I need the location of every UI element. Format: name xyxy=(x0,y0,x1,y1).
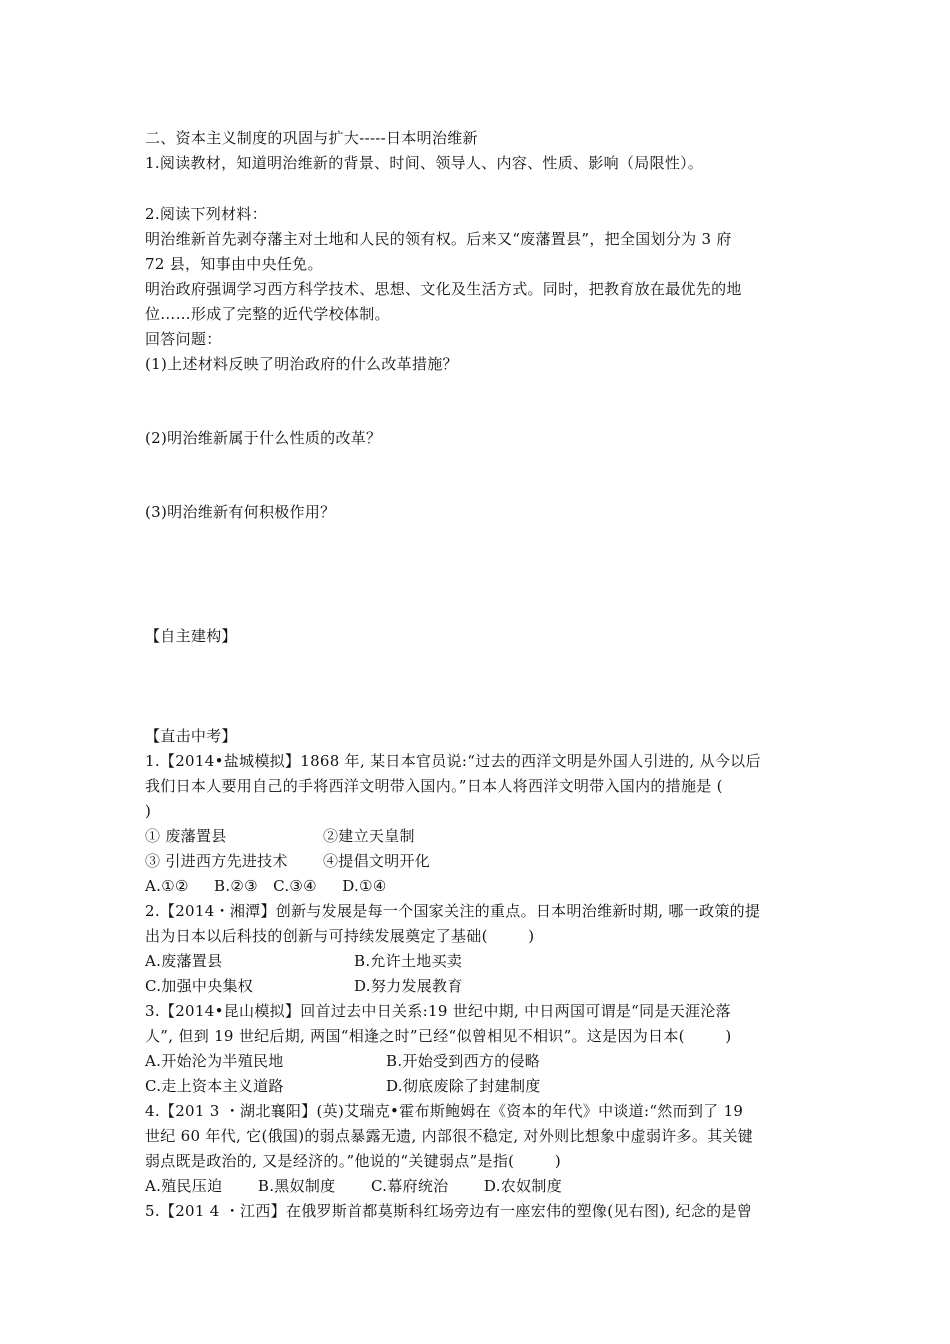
exam-q3-line: 3.【2014•昆山模拟】回首过去中日关系:19 世纪中期, 中日两国可谓是“同是天涯沦落 xyxy=(145,1002,731,1020)
exam-heading: 【直击中考】 xyxy=(145,727,237,745)
exam-q2-line: 2.【2014・湘潭】创新与发展是每一个国家关注的重点。日本明治维新时期, 哪一政策的提 xyxy=(145,902,761,920)
exam-q3-choice: B.开始受到西方的侵略 xyxy=(386,1052,541,1070)
exam-q4-line: 弱点既是政治的, 又是经济的。”他说的“关键弱点”是指( ) xyxy=(145,1152,561,1170)
self-build-heading: 【自主建构】 xyxy=(145,627,237,645)
exam-q3-line: 人”, 但到 19 世纪后期, 两国“相逢之时”已经“似曾相见不相识”。这是因为日本( ) xyxy=(145,1027,732,1045)
exam-q2-line: 出为日本以后科技的创新与可持续发展奠定了基础( ) xyxy=(145,927,535,945)
exam-q4-line: 世纪 60 年代, 它(俄国)的弱点暴露无遗, 内部很不稳定, 对外则比想象中虚弱许多。其关键 xyxy=(145,1127,754,1145)
exam-q1-option: ③ 引进西方先进技术 xyxy=(145,852,288,870)
exam-q1-option: ① 废藩置县 xyxy=(145,827,227,845)
exam-q2-choice: B.允许土地买卖 xyxy=(354,952,463,970)
exam-q4-line: 4.【201 3 ・湖北襄阳】(英)艾瑞克•霍布斯鲍姆在《资本的年代》中谈道:“然而到了 19 xyxy=(145,1102,744,1120)
question-3: (3)明治维新有何积极作用？ xyxy=(145,503,336,521)
material-line: 72 县，知事由中央任免。 xyxy=(145,255,323,273)
exam-q1-line: ) xyxy=(145,802,152,820)
exam-q1-option: ②建立天皇制 xyxy=(323,827,415,845)
answer-prompt: 回答问题： xyxy=(145,330,222,348)
item-1: 1.阅读教材，知道明治维新的背景、时间、领导人、内容、性质、影响（局限性）。 xyxy=(145,154,704,172)
exam-q3-choice: C.走上资本主义道路 xyxy=(145,1077,284,1095)
exam-q1-option: ④提倡文明开化 xyxy=(323,852,431,870)
question-1: (1)上述材料反映了明治政府的什么改革措施？ xyxy=(145,355,458,373)
material-line: 明治政府强调学习西方科学技术、思想、文化及生活方式。同时，把教育放在最优先的地 xyxy=(145,280,742,298)
exam-q2-choice: A.废藩置县 xyxy=(145,952,223,970)
material-line: 位……形成了完整的近代学校体制。 xyxy=(145,305,390,323)
exam-q1-choices: A.①② B.②③ C.③④ D.①④ xyxy=(145,877,387,895)
section-heading: 二、资本主义制度的巩固与扩大-----日本明治维新 xyxy=(145,129,478,147)
exam-q2-choice: C.加强中央集权 xyxy=(145,977,254,995)
material-line: 明治维新首先剥夺藩主对土地和人民的领有权。后来又“废藩置县”，把全国划分为 3 府 xyxy=(145,230,732,248)
exam-q1-line: 1.【2014•盐城模拟】1868 年, 某日本官员说:“过去的西洋文明是外国人引进的, 从今以后 xyxy=(145,752,761,770)
item-2: 2.阅读下列材料： xyxy=(145,205,268,223)
exam-q3-choice: D.彻底废除了封建制度 xyxy=(386,1077,541,1095)
exam-q1-line: 我们日本人要用自己的手将西洋文明带入国内。”日本人将西洋文明带入国内的措施是 ( xyxy=(145,777,723,795)
exam-q4-choices: A.殖民压迫 B.黑奴制度 C.幕府统治 D.农奴制度 xyxy=(145,1177,562,1195)
exam-q5-line: 5.【201 4 ・江西】在俄罗斯首都莫斯科红场旁边有一座宏伟的塑像(见右图), 纪念的是曾 xyxy=(145,1202,753,1220)
exam-q2-choice: D.努力发展教育 xyxy=(354,977,463,995)
exam-q3-choice: A.开始沦为半殖民地 xyxy=(145,1052,284,1070)
question-2: (2)明治维新属于什么性质的改革？ xyxy=(145,429,382,447)
